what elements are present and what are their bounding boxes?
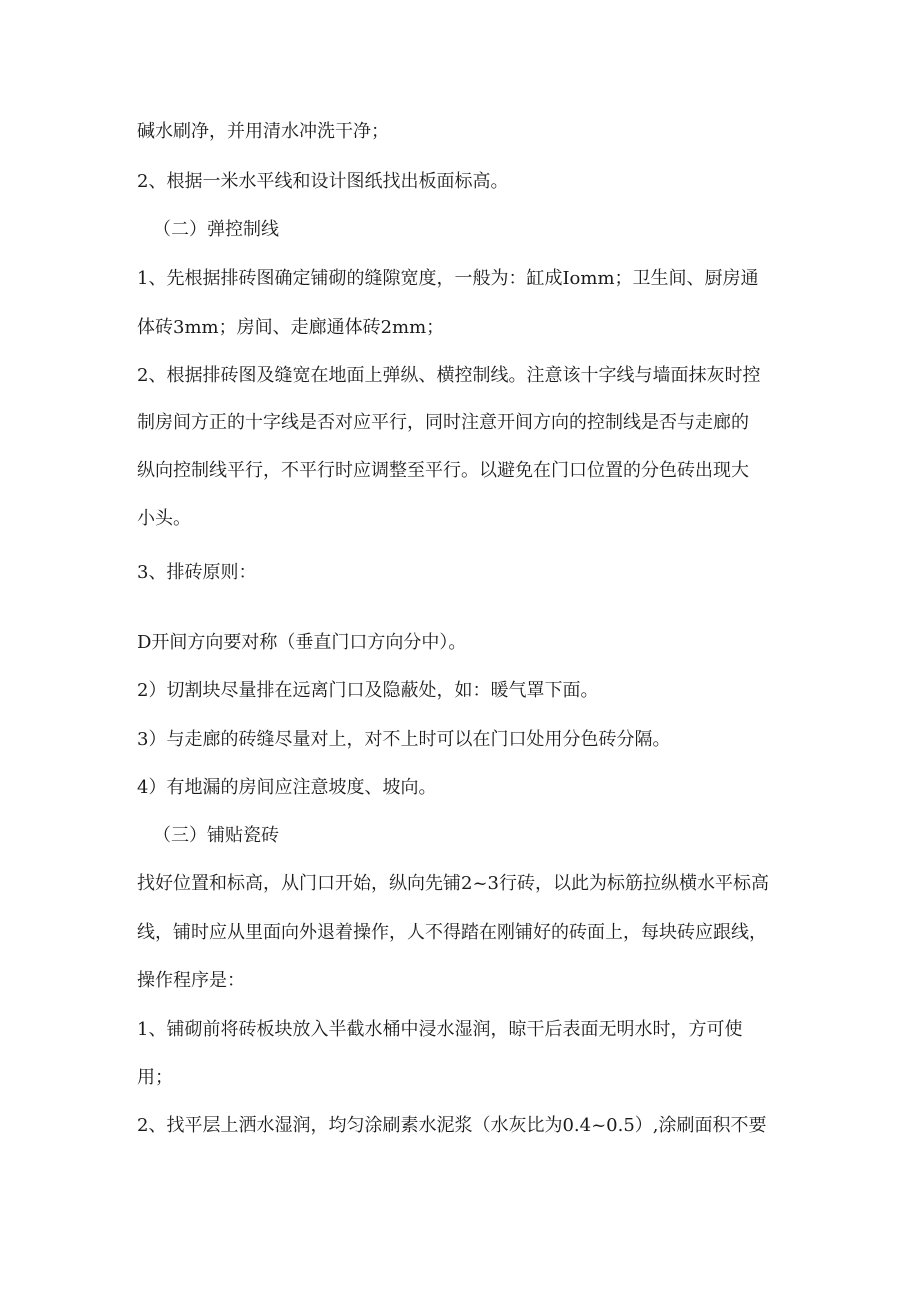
text-line: 3、排砖原则：	[137, 562, 257, 583]
text-line: 操作程序是：	[137, 970, 245, 991]
text-line: 2）切割块尽量排在远离门口及隐蔽处，如：暖气罩下面。	[137, 680, 599, 701]
section-heading: （三）铺贴瓷砖	[153, 825, 279, 846]
text-line: 4）有地漏的房间应注意坡度、坡向。	[137, 777, 437, 798]
text-line: 找好位置和标高，从门口开始，纵向先铺2~3行砖，以此为标筋拉纵横水平标高	[137, 873, 769, 894]
text-line: 碱水刷净，并用清水冲洗干净；	[137, 121, 389, 142]
text-line: 2、找平层上洒水湿润，均匀涂刷素水泥浆（水灰比为0.4~0.5）,涂刷面积不要	[137, 1115, 767, 1136]
text-line: 2、根据排砖图及缝宽在地面上弹纵、横控制线。注意该十字线与墙面抹灰时控	[137, 365, 761, 386]
text-line: 线，铺时应从里面向外退着操作，人不得踏在刚铺好的砖面上，每块砖应跟线，	[137, 922, 767, 943]
text-line: 小头。	[137, 508, 191, 529]
text-line: 制房间方正的十字线是否对应平行，同时注意开间方向的控制线是否与走廊的	[137, 412, 749, 433]
text-line: 1、先根据排砖图确定铺砌的缝隙宽度，一般为：缸成Iomm；卫生间、厨房通	[137, 268, 759, 289]
text-line: 纵向控制线平行，不平行时应调整至平行。以避免在门口位置的分色砖出现大	[137, 460, 749, 481]
text-line: 体砖3mm；房间、走廊通体砖2mm；	[137, 317, 445, 338]
text-line: 1、铺砌前将砖板块放入半截水桶中浸水湿润，晾干后表面无明水时，方可使	[137, 1019, 743, 1040]
text-line: 3）与走廊的砖缝尽量对上，对不上时可以在门口处用分色砖分隔。	[137, 729, 671, 750]
text-line: 2、根据一米水平线和设计图纸找出板面标高。	[137, 171, 509, 192]
text-line: 用；	[137, 1067, 173, 1088]
text-line: D开间方向要对称（垂直门口方向分中）。	[137, 632, 467, 653]
section-heading: （二）弹控制线	[153, 219, 279, 240]
